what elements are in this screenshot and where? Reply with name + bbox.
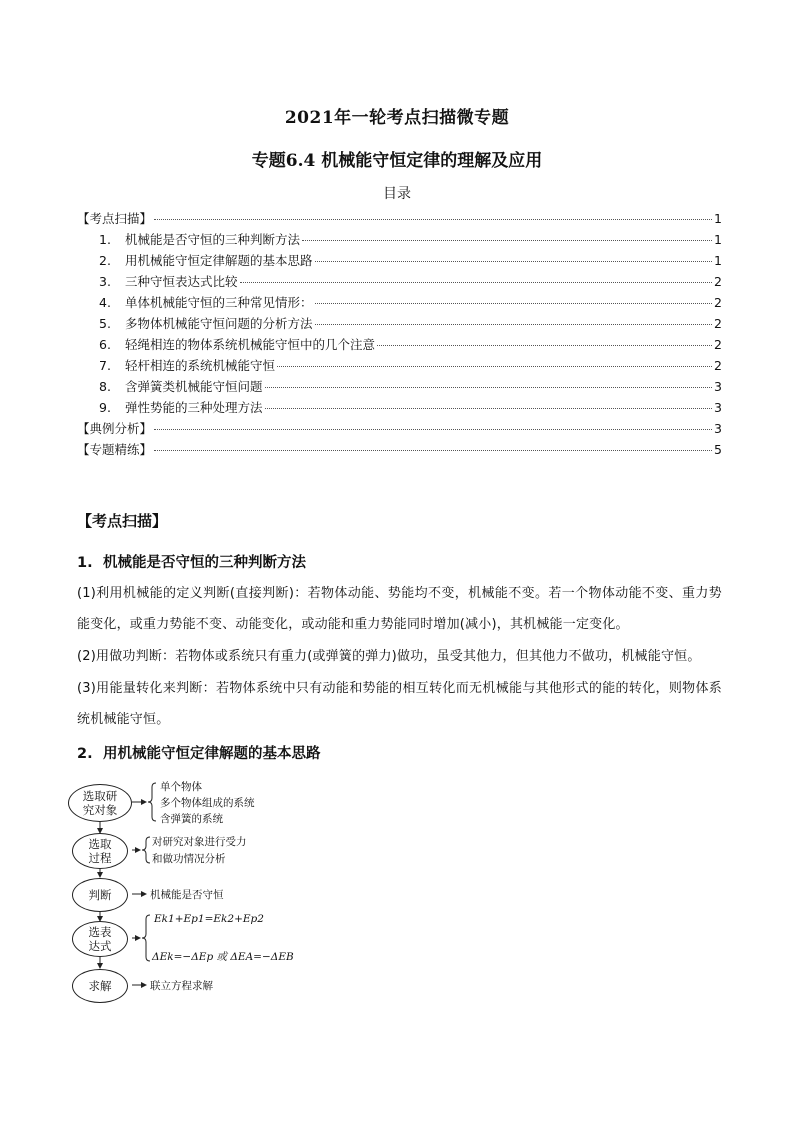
toc-entry-number: 9. — [99, 400, 111, 415]
toc-entry[interactable] — [77, 209, 722, 230]
toc-leader — [265, 408, 712, 409]
toc-entry[interactable] — [77, 314, 722, 335]
toc-entry[interactable] — [77, 419, 722, 440]
toc-entry-page: 3 — [714, 400, 722, 415]
toc-entry-label: 含弹簧类机械能守恒问题 — [125, 379, 263, 394]
flow-node-text: 过程 — [88, 851, 112, 865]
toc-leader — [302, 240, 712, 241]
toc-leader — [265, 387, 712, 388]
brace-n4 — [142, 915, 150, 961]
toc-entry[interactable] — [77, 251, 722, 272]
toc-leader — [315, 261, 712, 262]
toc-entry[interactable] — [77, 272, 722, 293]
toc-entry-label: 【专题精练】 — [77, 442, 153, 457]
section-1-title: 机械能是否守恒的三种判断方法 — [103, 555, 306, 571]
flow-node-judge — [72, 878, 128, 912]
flow-node-text: 选取 — [88, 837, 112, 851]
flow-node-text: 选表 — [88, 925, 112, 939]
toc-entry-page: 1 — [714, 253, 722, 268]
toc-entry-number: 7. — [99, 358, 111, 373]
toc-entry-number: 3. — [99, 274, 111, 289]
flow-node-text: 判断 — [88, 888, 112, 902]
section-heading: 【考点扫描】 — [77, 512, 168, 530]
toc-leader — [154, 429, 712, 430]
flow-text-force-analysis: 对研究对象进行受力 — [152, 836, 247, 848]
flow-node-text: 究对象 — [82, 803, 118, 817]
document-title: 2021年一轮考点扫描微专题 — [284, 108, 510, 128]
flow-node-text: 求解 — [88, 979, 112, 993]
flow-node-select-object — [68, 784, 132, 822]
toc-entry-page: 2 — [714, 316, 722, 331]
section-2-heading — [77, 742, 321, 763]
toc-entry[interactable] — [77, 398, 722, 419]
toc-entry-label: 轻绳相连的物体系统机械能守恒中的几个注意 — [125, 337, 376, 352]
toc-leader — [240, 282, 712, 283]
toc-leader — [277, 366, 712, 367]
toc-entry-label: 【考点扫描】 — [77, 211, 153, 226]
toc-entry-label: 弹性势能的三种处理方法 — [125, 400, 263, 415]
toc-entry[interactable] — [77, 440, 722, 461]
toc-entry-number: 8. — [99, 379, 111, 394]
section-1-number: 1. — [77, 555, 93, 571]
toc-entry-label: 用机械能守恒定律解题的基本思路 — [125, 253, 313, 268]
flow-node-text: 达式 — [88, 939, 112, 953]
flow-text-equation-1: Ek1+Ep1=Ek2+Ep2 — [154, 913, 264, 925]
toc-entry[interactable] — [77, 356, 722, 377]
flowchart — [68, 771, 298, 1011]
flow-node-select-process — [72, 833, 128, 869]
flow-node-text: 选取研 — [82, 789, 118, 803]
toc-entry-page: 2 — [714, 337, 722, 352]
toc-entry-number: 2. — [99, 253, 111, 268]
toc-entry-number: 4. — [99, 295, 111, 310]
toc-entry-number: 1. — [99, 232, 111, 247]
paragraph-1: (1)利用机械能的定义判断(直接判断)：若物体动能、势能均不变，机械能不变。若一个物体动能不变、重力势能变化，或重力势能不变、动能变化，或动能和重力势能同时增加(减小)，其机械能一定变化。 — [77, 586, 722, 632]
paragraph-3: (3)用能量转化来判断：若物体系统中只有动能和势能的相互转化而无机械能与其他形式的能的转化，则物体系统机械能守恒。 — [77, 681, 722, 727]
toc-entry-page: 3 — [714, 379, 722, 394]
toc-heading: 目录 — [383, 186, 411, 202]
toc-entry[interactable] — [77, 335, 722, 356]
toc-entry-page: 2 — [714, 295, 722, 310]
brace-n2 — [142, 837, 150, 863]
flow-text-equation-2: ΔEk=−ΔEp 或 ΔEA=−ΔEB — [152, 951, 294, 963]
toc-entry-label: 机械能是否守恒的三种判断方法 — [125, 232, 301, 247]
flow-text-work-analysis: 和做功情况分析 — [152, 853, 226, 865]
document-subtitle: 专题6.4 机械能守恒定律的理解及应用 — [251, 151, 543, 171]
toc-entry-page: 3 — [714, 421, 722, 436]
section-1-heading — [77, 551, 306, 572]
brace-n1 — [148, 783, 156, 821]
toc-leader — [315, 324, 712, 325]
section-2-number: 2. — [77, 746, 93, 762]
toc-entry-label: 【典例分析】 — [77, 421, 153, 436]
flow-text-spring-system: 含弹簧的系统 — [160, 813, 223, 825]
toc-entry[interactable] — [77, 293, 722, 314]
flow-text-single-object: 单个物体 — [160, 781, 202, 793]
toc-entry-page: 2 — [714, 274, 722, 289]
toc-entry-number: 5. — [99, 316, 111, 331]
toc-entry-page: 5 — [714, 442, 722, 457]
toc-entry-page: 1 — [714, 232, 722, 247]
toc-leader — [315, 303, 712, 304]
toc-entry-label: 三种守恒表达式比较 — [125, 274, 238, 289]
toc-leader — [377, 345, 712, 346]
toc-entry-page: 1 — [714, 211, 722, 226]
toc-entry-page: 2 — [714, 358, 722, 373]
paragraph-2: (2)用做功判断：若物体或系统只有重力(或弹簧的弹力)做功，虽受其他力，但其他力不做功，机械能守恒。 — [77, 649, 701, 664]
flow-text-solve-equations: 联立方程求解 — [150, 980, 213, 992]
toc-leader — [154, 219, 712, 220]
toc-leader — [154, 450, 712, 451]
toc-entry-number: 6. — [99, 337, 111, 352]
toc-entry[interactable] — [77, 230, 722, 251]
toc-entry-label: 轻杆相连的系统机械能守恒 — [125, 358, 276, 373]
toc-entry[interactable] — [77, 377, 722, 398]
flow-text-multi-object: 多个物体组成的系统 — [160, 797, 255, 809]
section-2-title: 用机械能守恒定律解题的基本思路 — [103, 746, 321, 762]
flow-node-solve — [72, 969, 128, 1003]
toc-entry-label: 多物体机械能守恒问题的分析方法 — [125, 316, 313, 331]
table-of-contents — [77, 209, 722, 461]
flow-text-conservation-check: 机械能是否守恒 — [150, 889, 224, 901]
toc-entry-label: 单体机械能守恒的三种常见情形： — [125, 295, 313, 310]
flow-node-select-expression — [72, 921, 128, 957]
